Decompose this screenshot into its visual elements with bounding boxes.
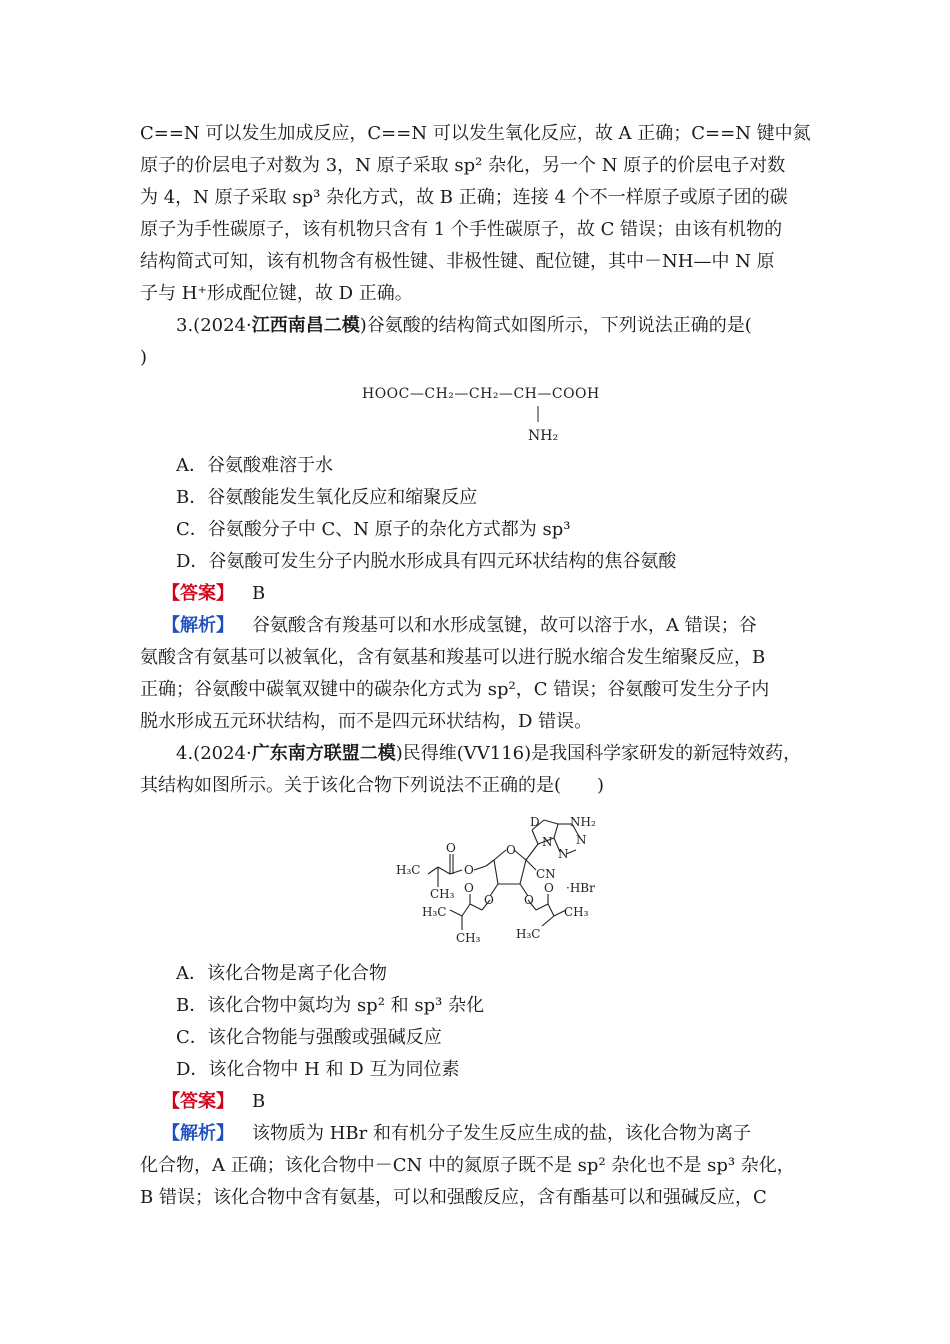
glutamic-acid-formula	[140, 378, 822, 444]
q3-option-b: B．谷氨酸能发生氧化反应和缩聚反应	[176, 487, 478, 508]
answer-label: 【答案】	[162, 583, 234, 604]
explain-line: 正确；谷氨酸中碳氧双键中的碳杂化方式为 sp²，C 错误；谷氨酸可发生分子内	[140, 679, 770, 700]
explain-label: 【解析】	[162, 1123, 234, 1144]
label-ch3-b: CH₃	[456, 931, 481, 945]
label-n3: N	[576, 833, 587, 847]
label-o-f: O	[544, 881, 554, 895]
molecule-bonds	[428, 820, 580, 930]
q4-stem	[140, 738, 822, 802]
label-h3c-c: H₃C	[516, 927, 541, 941]
q4-stem-text-2: 其结构如图所示。关于该化合物下列说法不正确的是( )	[140, 775, 605, 796]
label-n1: N	[542, 835, 553, 849]
q3-number: 3.(2024·	[176, 315, 252, 336]
label-ch3-c: CH₃	[564, 905, 589, 919]
q4-number: 4.(2024·	[176, 743, 252, 764]
q3-option-a: A．谷氨酸难溶于水	[176, 455, 333, 476]
q3-explanation	[140, 610, 822, 738]
q3-option-c: C．谷氨酸分子中 C、N 原子的杂化方式都为 sp³	[176, 519, 571, 540]
label-h3c-left: H₃C	[396, 863, 421, 877]
q3-answer	[140, 578, 822, 610]
label-cn: CN	[536, 867, 556, 881]
label-o-c: O	[464, 881, 474, 895]
label-o-link: O	[464, 863, 474, 877]
q3-stem-text: )谷氨酸的结构简式如图所示，下列说法正确的是(	[359, 315, 752, 336]
intro-line: 原子的价层电子对数为 3，N 原子采取 sp² 杂化，另一个 N 原子的价层电子对数	[140, 155, 786, 176]
q3-option-d: D．谷氨酸可发生分子内脱水形成具有四元环状结构的焦谷氨酸	[176, 551, 677, 572]
answer-label: 【答案】	[162, 1091, 234, 1112]
q4-source: 广东南方联盟二模	[251, 743, 396, 764]
explain-line: 氨酸含有氨基可以被氧化，含有氨基和羧基可以进行脱水缩合发生缩聚反应，B	[140, 647, 766, 668]
answer-value: B	[252, 1091, 266, 1112]
explain-line: 化合物，A 正确；该化合物中－CN 中的氮原子既不是 sp² 杂化也不是 sp³ 杂化，	[140, 1155, 795, 1176]
q4-answer	[140, 1086, 822, 1118]
q4-option-b: B．该化合物中氮均为 sp² 和 sp³ 杂化	[176, 995, 485, 1016]
intro-line: 结构简式可知，该有机物含有极性键、非极性键、配位键，其中－NH—中 N 原	[140, 251, 775, 272]
label-o-e: O	[524, 893, 534, 907]
q4-stem-text: )民得维(VV116)是我国科学家研发的新冠特效药，	[395, 743, 802, 764]
page-content	[140, 118, 822, 1214]
q4-explanation	[140, 1118, 822, 1214]
formula-sub: NH₂	[528, 428, 559, 444]
q4-option-d: D．该化合物中 H 和 D 互为同位素	[176, 1059, 460, 1080]
explain-label: 【解析】	[162, 615, 234, 636]
label-h3c-b: H₃C	[422, 905, 447, 919]
intro-line: 子与 H⁺形成配位键，故 D 正确。	[140, 283, 413, 304]
q3-stem-end: )	[140, 347, 148, 368]
intro-line: 为 4，N 原子采取 sp³ 杂化方式，故 B 正确；连接 4 个不一样原子或原子团的碳	[140, 187, 788, 208]
intro-paragraph	[140, 118, 822, 310]
explain-line: 谷氨酸含有羧基可以和水形成氢键，故可以溶于水，A 错误；谷	[252, 615, 757, 636]
label-o-d: O	[484, 893, 494, 907]
explain-line: 脱水形成五元环状结构，而不是四元环状结构，D 错误。	[140, 711, 593, 732]
intro-line: C==N 可以发生加成反应，C==N 可以发生氧化反应，故 A 正确；C==N 键中氮	[140, 123, 811, 144]
label-ch3-a: CH₃	[430, 887, 455, 901]
q4-option-c: C．该化合物能与强酸或强碱反应	[176, 1027, 442, 1048]
vv116-structure	[140, 804, 822, 952]
q4-option-a: A．该化合物是离子化合物	[176, 963, 387, 984]
label-n2: N	[558, 847, 569, 861]
explain-line: B 错误；该化合物中含有氨基，可以和强酸反应，含有酯基可以和强碱反应，C	[140, 1187, 767, 1208]
label-o-carbonyl: O	[446, 841, 456, 855]
q3-source: 江西南昌二模	[251, 315, 360, 336]
answer-value: B	[252, 583, 266, 604]
explain-line: 该物质为 HBr 和有机分子发生反应生成的盐，该化合物为离子	[252, 1123, 751, 1144]
label-hbr: ·HBr	[566, 881, 595, 895]
label-d: D	[530, 815, 540, 829]
q3-stem	[140, 310, 822, 342]
label-o-ring: O	[506, 843, 516, 857]
label-nh2: NH₂	[570, 815, 596, 829]
intro-line: 原子为手性碳原子，该有机物只含有 1 个手性碳原子，故 C 错误；由该有机物的	[140, 219, 783, 240]
formula-main: HOOC—CH₂—CH₂—CH—COOH	[362, 386, 600, 402]
